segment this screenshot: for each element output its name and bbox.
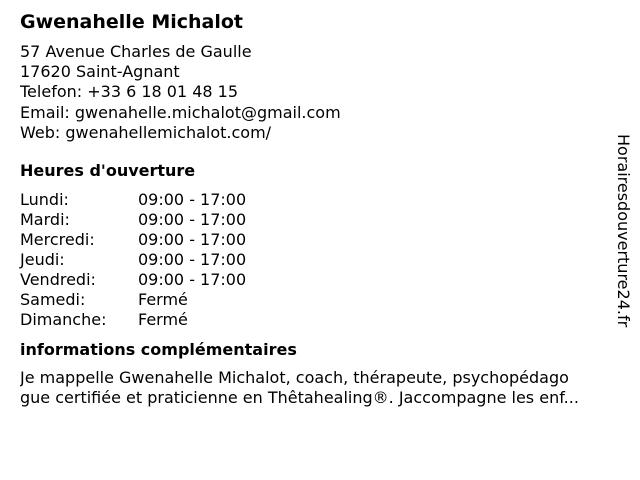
phone-line: Telefon: +33 6 18 01 48 15: [20, 82, 239, 102]
address-street: 57 Avenue Charles de Gaulle: [20, 42, 252, 61]
email-line: Email: gwenahelle.michalot@gmail.com: [20, 102, 341, 122]
info-line: gue certifiée et praticienne en Thêtahealing®. Jaccompagne les enf...: [20, 388, 579, 408]
hours-table: [20, 190, 620, 330]
business-name: Gwenahelle Michalot: [20, 11, 243, 33]
hours-day: Mardi:: [20, 210, 70, 230]
contact-block: [20, 42, 620, 143]
hours-time: 09:00 - 17:00: [138, 230, 247, 250]
address-city: 17620 Saint-Agnant: [20, 62, 180, 82]
hours-time: 09:00 - 17:00: [138, 190, 247, 210]
hours-time: 09:00 - 17:00: [138, 270, 247, 290]
hours-time: 09:00 - 17:00: [138, 250, 247, 270]
hours-row-samedi: [20, 290, 620, 310]
hours-time: Fermé: [138, 290, 188, 310]
hours-day: Lundi:: [20, 190, 69, 210]
site-watermark: Horairesdouverture24.fr: [614, 134, 633, 328]
business-card: [20, 10, 620, 408]
hours-row-mardi: [20, 210, 620, 230]
hours-day: Mercredi:: [20, 230, 95, 250]
hours-title: Heures d'ouverture: [20, 161, 196, 181]
hours-row-vendredi: [20, 270, 620, 290]
hours-day: Jeudi:: [20, 250, 65, 270]
hours-row-jeudi: [20, 250, 620, 270]
hours-time: 09:00 - 17:00: [138, 210, 247, 230]
info-line: Je mappelle Gwenahelle Michalot, coach, thérapeute, psychopédago: [20, 368, 569, 388]
hours-row-mercredi: [20, 230, 620, 250]
hours-day: Dimanche:: [20, 310, 107, 330]
hours-day: Vendredi:: [20, 270, 96, 290]
hours-day: Samedi:: [20, 290, 86, 310]
hours-row-lundi: [20, 190, 620, 210]
web-line: Web: gwenahellemichalot.com/: [20, 122, 272, 142]
hours-time: Fermé: [138, 310, 188, 330]
hours-row-dimanche: [20, 310, 620, 330]
info-description: [20, 368, 626, 408]
info-title: informations complémentaires: [20, 340, 297, 360]
